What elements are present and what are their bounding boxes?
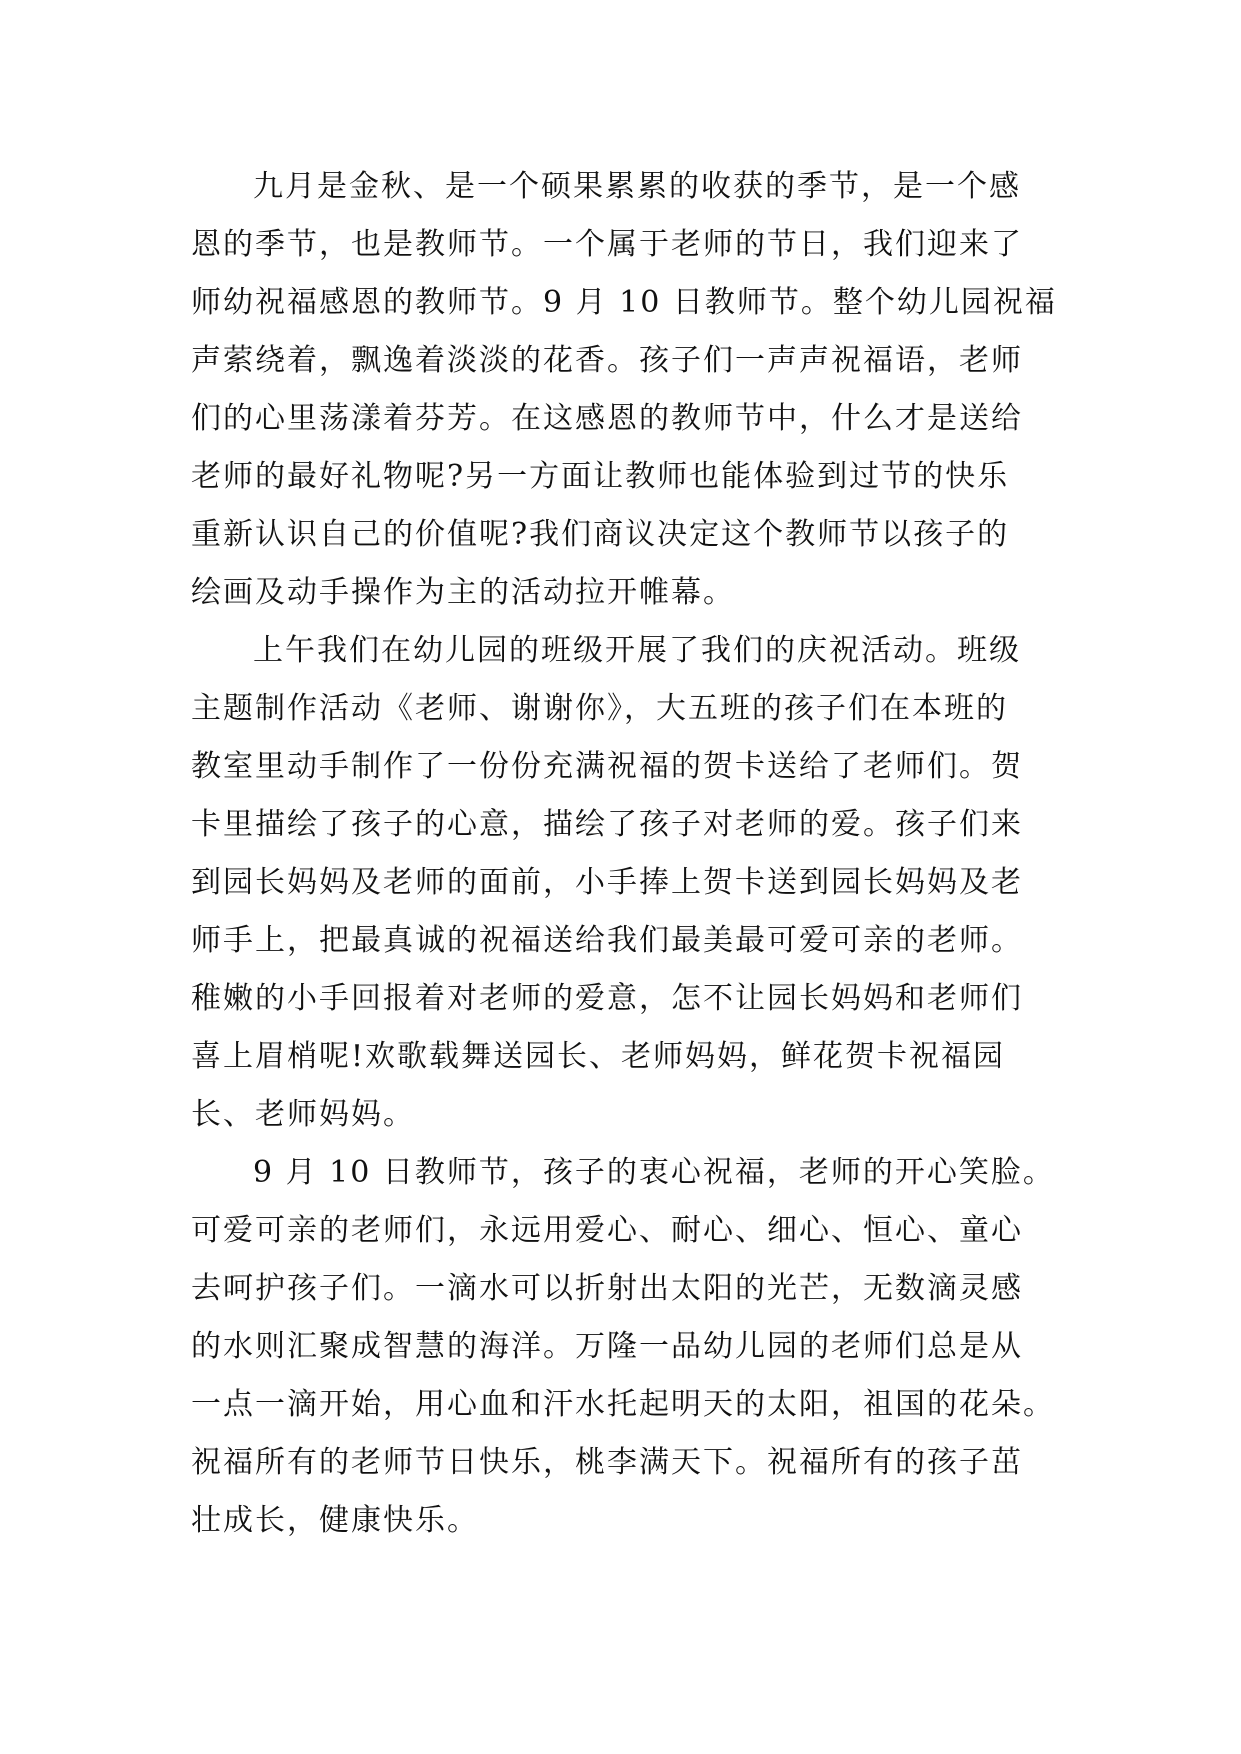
text-line: 到园长妈妈及老师的面前，小手捧上贺卡送到园长妈妈及老 [191, 865, 1023, 900]
text-line: 师幼祝福感恩的教师节。9 月 10 日教师节。整个幼儿园祝福 [191, 285, 1057, 320]
text-line: 祝福所有的老师节日快乐，桃李满天下。祝福所有的孩子茁 [191, 1445, 1023, 1480]
text-line: 去呵护孩子们。一滴水可以折射出太阳的光芒，无数滴灵感 [191, 1271, 1023, 1306]
text-line: 重新认识自己的价值呢?我们商议决定这个教师节以孩子的 [191, 517, 1010, 552]
text-line: 九月是金秋、是一个硕果累累的收获的季节，是一个感 [253, 169, 1021, 204]
text-line: 卡里描绘了孩子的心意，描绘了孩子对老师的爱。孩子们来 [191, 807, 1023, 842]
text-line: 声萦绕着，飘逸着淡淡的花香。孩子们一声声祝福语，老师 [191, 343, 1023, 378]
text-line: 稚嫩的小手回报着对老师的爱意，怎不让园长妈妈和老师们 [191, 981, 1023, 1016]
text-line: 绘画及动手操作为主的活动拉开帷幕。 [191, 575, 735, 610]
text-line: 壮成长，健康快乐。 [191, 1503, 479, 1538]
text-line: 们的心里荡漾着芬芳。在这感恩的教师节中，什么才是送给 [191, 401, 1023, 436]
text-line: 喜上眉梢呢!欢歌载舞送园长、老师妈妈，鲜花贺卡祝福园 [191, 1039, 1006, 1074]
text-line: 老师的最好礼物呢?另一方面让教师也能体验到过节的快乐 [191, 459, 1010, 494]
text-line: 9 月 10 日教师节，孩子的衷心祝福，老师的开心笑脸。 [253, 1155, 1055, 1190]
text-line: 恩的季节，也是教师节。一个属于老师的节日，我们迎来了 [191, 227, 1023, 262]
text-line: 可爱可亲的老师们，永远用爱心、耐心、细心、恒心、童心 [191, 1213, 1023, 1248]
text-line: 教室里动手制作了一份份充满祝福的贺卡送给了老师们。贺 [191, 749, 1023, 784]
paragraph-3 [191, 1144, 1071, 1550]
text-line: 的水则汇聚成智慧的海洋。万隆一品幼儿园的老师们总是从 [191, 1329, 1023, 1364]
document-body [191, 158, 1071, 1550]
text-line: 主题制作活动《老师、谢谢你》，大五班的孩子们在本班的 [191, 691, 1008, 726]
text-line: 上午我们在幼儿园的班级开展了我们的庆祝活动。班级 [253, 633, 1021, 668]
text-line: 师手上，把最真诚的祝福送给我们最美最可爱可亲的老师。 [191, 923, 1023, 958]
paragraph-1 [191, 158, 1071, 622]
text-line: 长、老师妈妈。 [191, 1097, 415, 1132]
text-line: 一点一滴开始，用心血和汗水托起明天的太阳，祖国的花朵。 [191, 1387, 1055, 1422]
paragraph-2 [191, 622, 1071, 1144]
